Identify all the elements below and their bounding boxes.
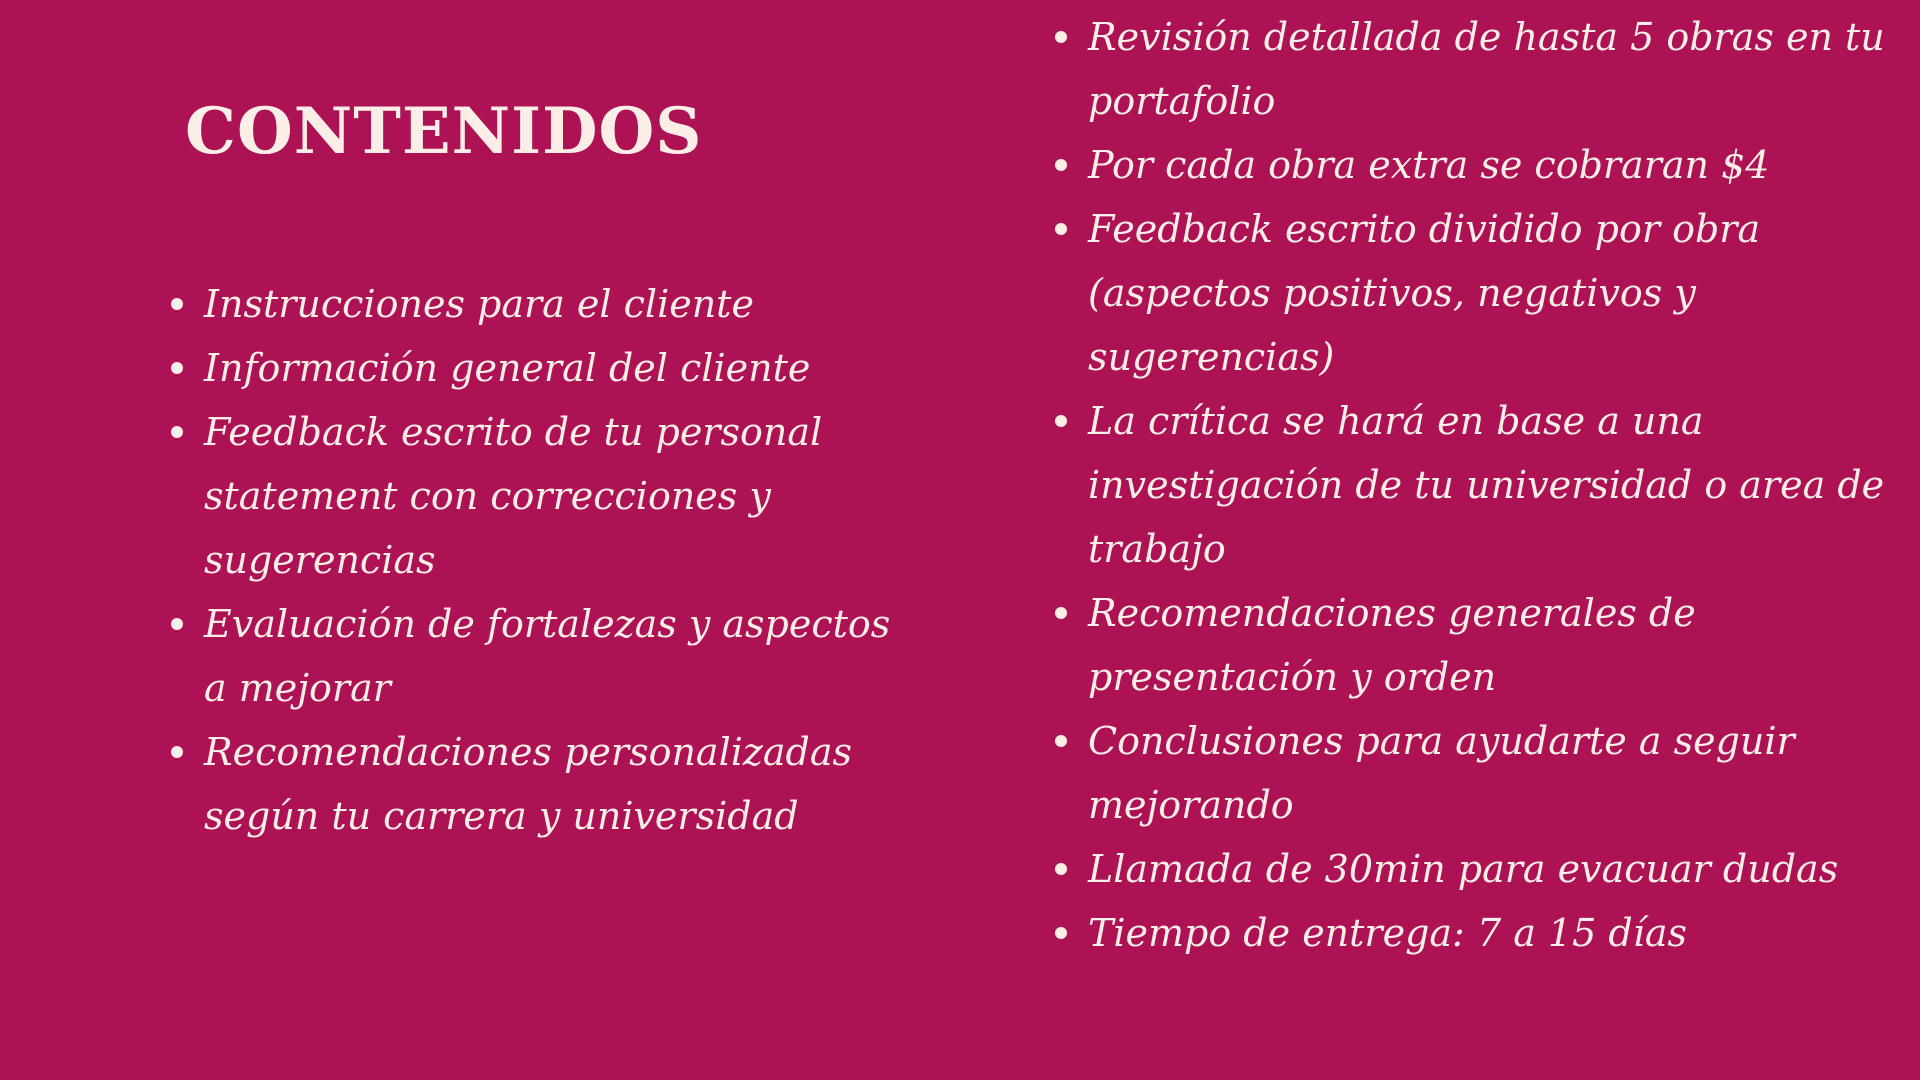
right-content-list (1088, 5, 1888, 965)
list-item-text: Instrucciones para el cliente (204, 282, 754, 326)
left-content-list (204, 272, 894, 848)
bullet-icon (1055, 31, 1067, 43)
list-item (1088, 389, 1888, 581)
list-item (1088, 133, 1888, 197)
list-item (1088, 197, 1888, 389)
list-item (204, 592, 894, 720)
list-item-text: Feedback escrito de tu personal statement con correcciones y sugerencias (204, 410, 823, 582)
bullet-icon (171, 362, 183, 374)
bullet-icon (1055, 607, 1067, 619)
list-item-text: Información general del cliente (204, 346, 811, 390)
list-item-text: Conclusiones para ayudarte a seguir mejorando (1088, 719, 1795, 827)
list-item (204, 336, 894, 400)
bullet-icon (1055, 927, 1067, 939)
list-item-text: Tiempo de entrega: 7 a 15 días (1088, 911, 1688, 955)
list-item-text: Revisión detallada de hasta 5 obras en tu portafolio (1088, 15, 1885, 123)
bullet-icon (1055, 735, 1067, 747)
list-item (204, 400, 894, 592)
list-item (204, 272, 894, 336)
list-item (204, 720, 894, 848)
bullet-icon (1055, 863, 1067, 875)
list-item (1088, 837, 1888, 901)
list-item-text: Recomendaciones generales de presentación y orden (1088, 591, 1696, 699)
list-item-text: Por cada obra extra se cobraran $4 (1088, 143, 1770, 187)
page-title: CONTENIDOS (185, 94, 703, 169)
bullet-icon (171, 426, 183, 438)
bullet-icon (171, 746, 183, 758)
bullet-icon (1055, 223, 1067, 235)
list-item (1088, 5, 1888, 133)
list-item (1088, 901, 1888, 965)
list-item (1088, 581, 1888, 709)
list-item-text: La crítica se hará en base a una investigación de tu universidad o area de trabajo (1088, 399, 1885, 571)
bullet-icon (171, 298, 183, 310)
bullet-icon (1055, 415, 1067, 427)
list-item-text: Evaluación de fortalezas y aspectos a mejorar (204, 602, 891, 710)
list-item (1088, 709, 1888, 837)
list-item-text: Feedback escrito dividido por obra (aspectos positivos, negativos y sugerencias) (1088, 207, 1761, 379)
list-item-text: Llamada de 30min para evacuar dudas (1088, 847, 1839, 891)
bullet-icon (1055, 159, 1067, 171)
bullet-icon (171, 618, 183, 630)
list-item-text: Recomendaciones personalizadas según tu carrera y universidad (204, 730, 853, 838)
